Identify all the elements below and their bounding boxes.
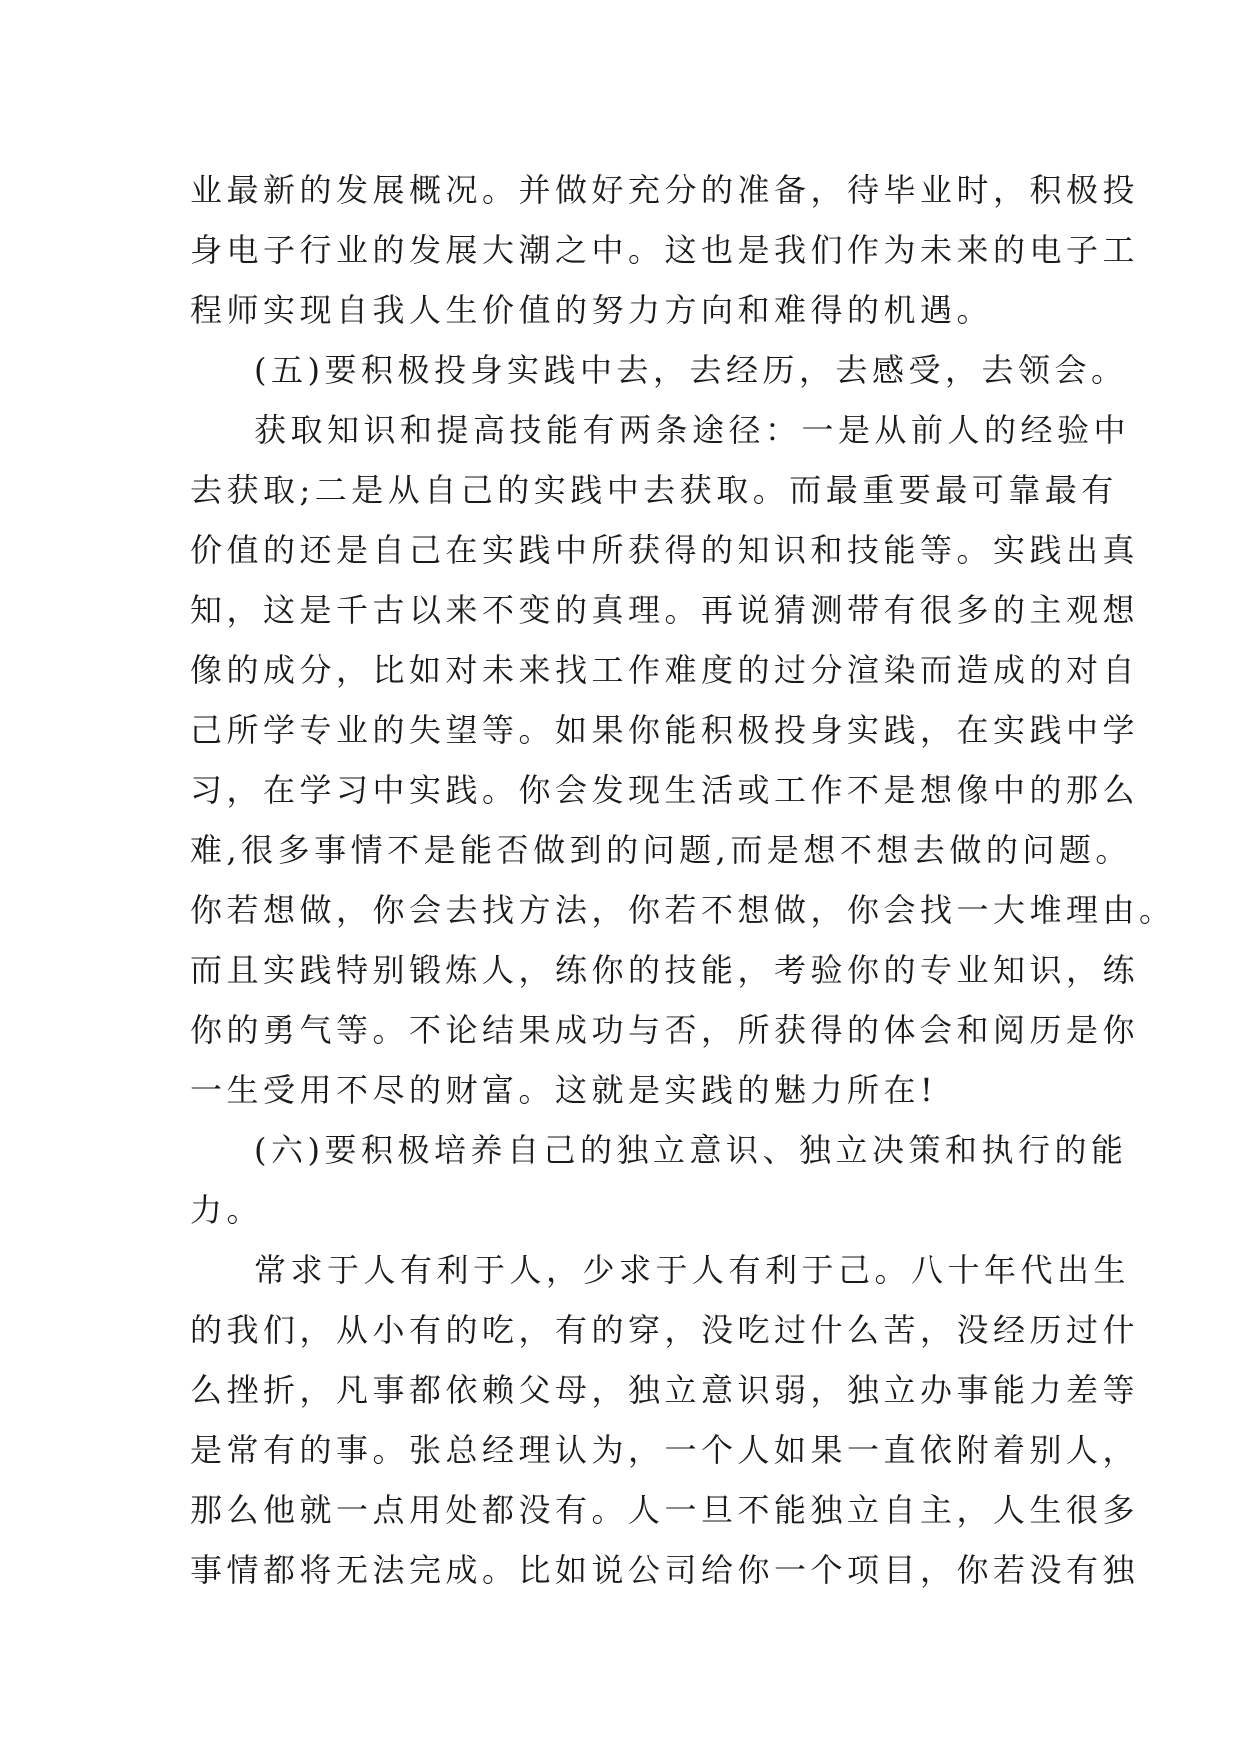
text-line-9: 像的成分，比如对未来找工作难度的过分渲染而造成的对自	[190, 651, 1140, 689]
text-line-21: 么挫折，凡事都依赖父母，独立意识弱，独立办事能力差等	[190, 1371, 1140, 1409]
text-line-2: 身电子行业的发展大潮之中。这也是我们作为未来的电子工	[190, 231, 1140, 269]
text-line-15: 你的勇气等。不论结果成功与否，所获得的体会和阅历是你	[190, 1011, 1140, 1049]
section-heading-6: (六)要积极培养自己的独立意识、独立决策和执行的能	[254, 1131, 1128, 1169]
text-line-1: 业最新的发展概况。并做好充分的准备，待毕业时，积极投	[190, 171, 1140, 209]
text-line-20: 的我们，从小有的吃，有的穿，没吃过什么苦，没经历过什	[190, 1311, 1140, 1349]
text-line-19: 常求于人有利于人，少求于人有利于己。八十年代出生	[254, 1251, 1131, 1289]
text-line-13: 你若想做，你会去找方法，你若不想做，你会找一大堆理由。	[190, 891, 1176, 929]
text-line-14: 而且实践特别锻炼人，练你的技能，考验你的专业知识，练	[190, 951, 1140, 989]
text-line-16: 一生受用不尽的财富。这就是实践的魅力所在!	[190, 1071, 938, 1109]
text-line-6: 去获取;二是从自己的实践中去获取。而最重要最可靠最有	[190, 471, 1118, 509]
text-line-3: 程师实现自我人生价值的努力方向和难得的机遇。	[190, 291, 994, 329]
text-line-11: 习，在学习中实践。你会发现生活或工作不是想像中的那么	[190, 771, 1140, 809]
text-line-10: 己所学专业的失望等。如果你能积极投身实践，在实践中学	[190, 711, 1140, 749]
text-line-18: 力。	[190, 1191, 264, 1229]
text-line-8: 知，这是千古以来不变的真理。再说猜测带有很多的主观想	[190, 591, 1140, 629]
text-line-7: 价值的还是自己在实践中所获得的知识和技能等。实践出真	[190, 531, 1140, 569]
body-text	[190, 160, 1176, 1600]
section-heading-5: (五)要积极投身实践中去，去经历，去感受，去领会。	[254, 351, 1128, 389]
text-line-23: 那么他就一点用处都没有。人一旦不能独立自主，人生很多	[190, 1491, 1140, 1529]
text-line-22: 是常有的事。张总经理认为，一个人如果一直依附着别人，	[190, 1431, 1140, 1469]
text-line-24: 事情都将无法完成。比如说公司给你一个项目，你若没有独	[190, 1551, 1140, 1589]
text-line-12: 难,很多事情不是能否做到的问题,而是想不想去做的问题。	[190, 831, 1132, 869]
text-line-5: 获取知识和提高技能有两条途径：一是从前人的经验中	[254, 411, 1131, 449]
